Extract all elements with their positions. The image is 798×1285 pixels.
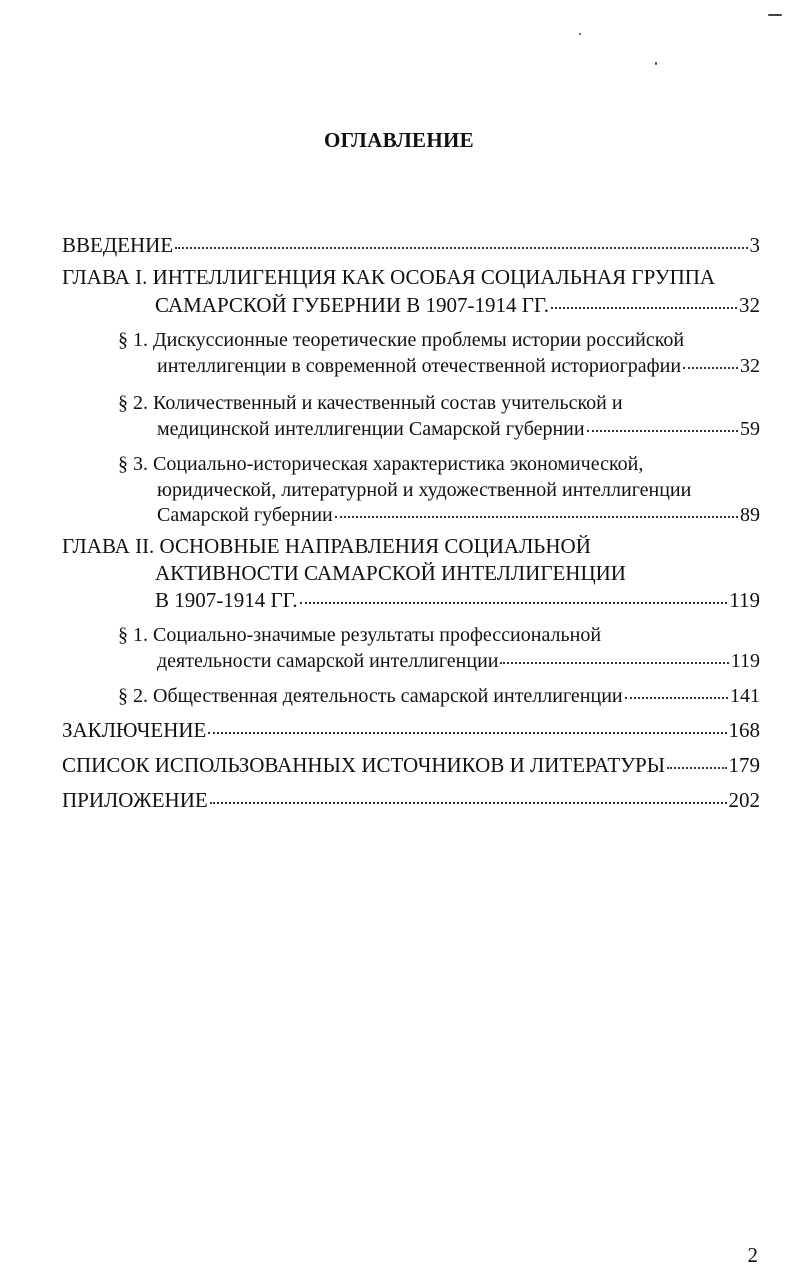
toc-entry-ch1-sec1-cont[interactable] — [157, 352, 760, 380]
toc-page-number: 119 — [729, 588, 760, 612]
toc-page-number: 32 — [740, 355, 760, 377]
toc-entry-title: § 1. Социально-значимые результаты профессиональной — [118, 624, 602, 646]
toc-page-number: 141 — [730, 685, 760, 707]
toc-entry-title: юридической, литературной и художественной интеллигенции — [157, 479, 692, 501]
toc-entry-title: § 2. Общественная деятельность самарской интеллигенции — [118, 685, 623, 707]
toc-entry-chapter-1[interactable] — [62, 263, 760, 291]
toc-entry-appendix[interactable] — [62, 786, 760, 814]
toc-entry-title: В 1907-1914 ГГ. — [155, 588, 298, 612]
dot-leader — [625, 697, 728, 699]
toc-entry-ch2-sec1[interactable] — [118, 621, 760, 649]
toc-entry-title: § 1. Дискуссионные теоретические проблемы истории российской — [118, 329, 685, 351]
toc-entry-ch1-sec3[interactable] — [118, 450, 760, 478]
toc-entry-title: СПИСОК ИСПОЛЬЗОВАННЫХ ИСТОЧНИКОВ И ЛИТЕРАТУРЫ — [62, 753, 666, 777]
toc-entry-title: ГЛАВА II. ОСНОВНЫЕ НАПРАВЛЕНИЯ СОЦИАЛЬНОЙ — [62, 534, 591, 558]
toc-page-number: 202 — [728, 788, 760, 812]
toc-entry-ch2-sec2[interactable] — [118, 682, 760, 710]
dot-leader — [208, 732, 726, 734]
toc-entry-title: АКТИВНОСТИ САМАРСКОЙ ИНТЕЛЛИГЕНЦИИ — [155, 561, 626, 585]
toc-page-number: 3 — [749, 233, 760, 257]
toc-entry-title: деятельности самарской интеллигенции — [157, 650, 499, 672]
toc-entry-title: § 3. Социально-историческая характеристика экономической, — [118, 453, 644, 475]
dot-leader — [667, 767, 726, 769]
toc-entry-conclusion[interactable] — [62, 716, 760, 744]
toc-entry-title: Самарской губернии — [157, 504, 333, 526]
dot-leader — [683, 367, 738, 369]
toc-page-number: 168 — [728, 718, 760, 742]
toc-entry-chapter-2[interactable] — [62, 532, 760, 560]
dot-leader — [551, 307, 737, 309]
toc-entry-title: ЗАКЛЮЧЕНИЕ — [62, 718, 207, 742]
dot-leader — [587, 430, 738, 432]
toc-entry-chapter-2-cont[interactable] — [155, 559, 760, 587]
toc-page-number: 179 — [728, 753, 760, 777]
toc-page-number: 119 — [730, 650, 760, 672]
toc-entry-ch2-sec1-cont[interactable] — [157, 647, 760, 675]
dot-leader — [500, 662, 728, 664]
toc-entry-chapter-2-cont2[interactable] — [155, 586, 760, 614]
toc-entry-ch1-sec3-cont2[interactable] — [157, 501, 760, 529]
page-number: 2 — [747, 1243, 758, 1267]
dot-leader — [175, 247, 747, 249]
dot-leader — [300, 602, 728, 604]
toc-entry-title: ВВЕДЕНИЕ — [62, 233, 174, 257]
toc-entry-ch1-sec1[interactable] — [118, 326, 760, 354]
page-title: ОГЛАВЛЕНИЕ — [324, 128, 474, 152]
toc-entry-title: САМАРСКОЙ ГУБЕРНИИ В 1907-1914 ГГ. — [155, 293, 549, 317]
toc-entry-bibliography[interactable] — [62, 751, 760, 779]
dot-leader — [210, 802, 727, 804]
toc-entry-introduction[interactable] — [62, 231, 760, 259]
toc-page-number: 59 — [740, 418, 760, 440]
toc-entry-ch1-sec3-cont[interactable] — [157, 476, 760, 504]
toc-entry-ch1-sec2-cont[interactable] — [157, 415, 760, 443]
toc-entry-title: ПРИЛОЖЕНИЕ — [62, 788, 208, 812]
dot-leader — [335, 516, 738, 518]
toc-entry-title: интеллигенции в современной отечественной историографии — [157, 355, 682, 377]
toc-entry-title: ГЛАВА I. ИНТЕЛЛИГЕНЦИЯ КАК ОСОБАЯ СОЦИАЛЬНАЯ ГРУППА — [62, 265, 716, 289]
toc-entry-title: медицинской интеллигенции Самарской губернии — [157, 418, 585, 440]
toc-page-number: 89 — [740, 504, 760, 526]
toc-entry-title: § 2. Количественный и качественный состав учительской и — [118, 392, 623, 414]
toc-page-number: 32 — [739, 293, 760, 317]
toc-entry-chapter-1-cont[interactable] — [155, 291, 760, 319]
toc-entry-ch1-sec2[interactable] — [118, 389, 760, 417]
